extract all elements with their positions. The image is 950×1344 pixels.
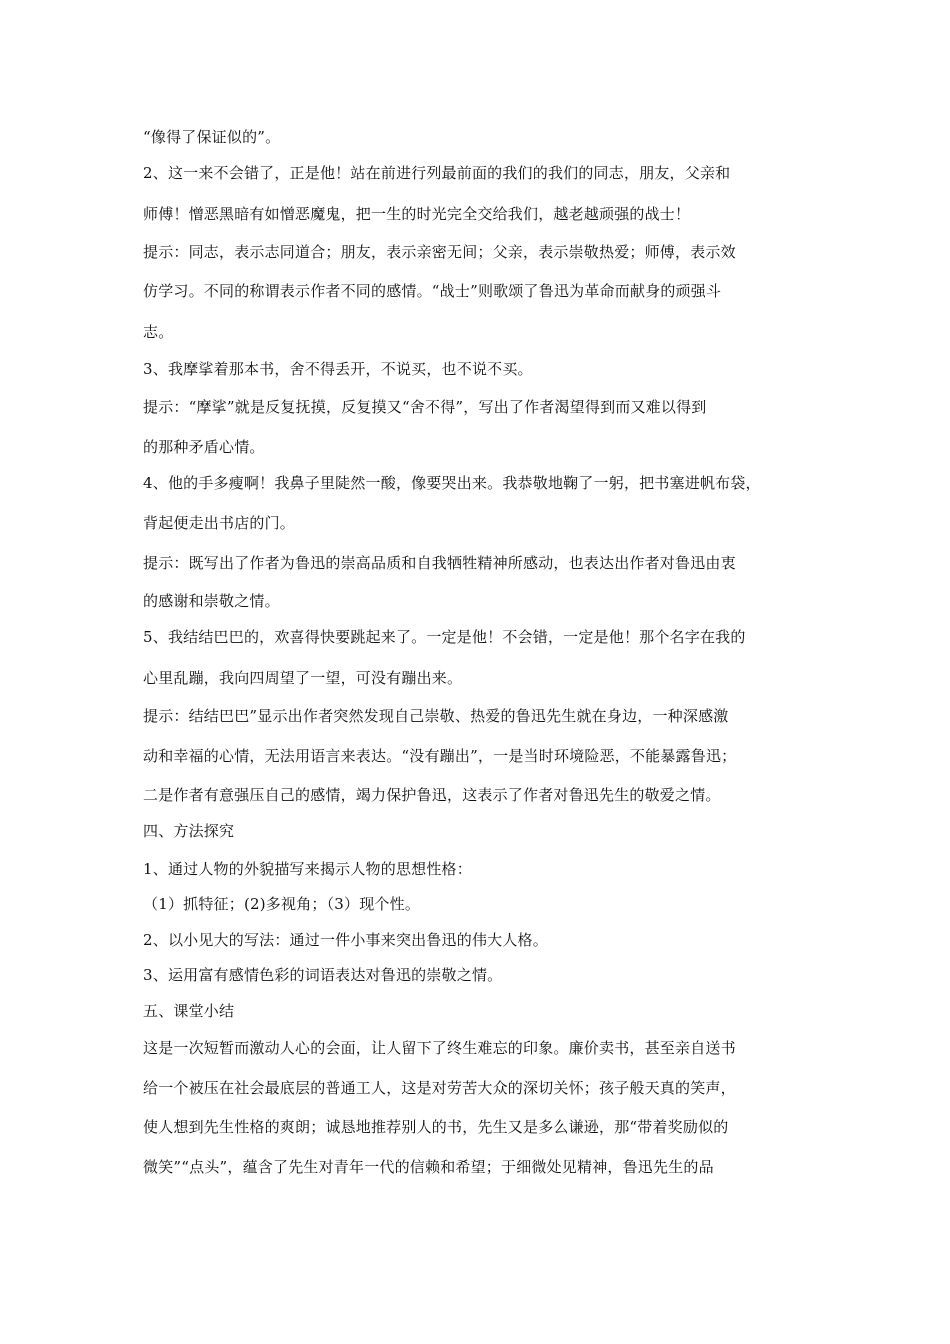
text-line: 1、通过人物的外貌描写来揭示人物的思想性格： xyxy=(143,860,472,878)
text-line: 3、运用富有感情色彩的词语表达对鲁迅的崇敬之情。 xyxy=(143,966,503,984)
text-line: 这是一次短暂而激动人心的会面，让人留下了终生难忘的印象。廉价卖书，甚至亲自送书 xyxy=(143,1039,736,1057)
text-line: 提示：同志，表示志同道合；朋友，表示亲密无间；父亲，表示崇敬热爱；师傅，表示效 xyxy=(143,243,736,261)
section-heading: 四、方法探究 xyxy=(143,822,235,840)
text-line: 心里乱蹦，我向四周望了一望，可没有蹦出来。 xyxy=(143,669,463,687)
text-line: 4、他的手多瘦啊！我鼻子里陡然一酸，像要哭出来。我恭敬地鞠了一躬，把书塞进帆布袋， xyxy=(143,474,761,492)
text-line: 提示：既写出了作者为鲁迅的崇高品质和自我牺牲精神所感动，也表达出作者对鲁迅由衷 xyxy=(143,554,736,572)
section-heading: 五、课堂小结 xyxy=(143,1002,235,1020)
text-line: 微笑”“点头”，蕴含了先生对青年一代的信赖和希望；于细微处见精神，鲁迅先生的品 xyxy=(143,1158,714,1176)
text-line: 的感谢和崇敬之情。 xyxy=(143,592,280,610)
text-line: 给一个被压在社会最底层的普通工人，这是对劳苦大众的深切关怀；孩子般天真的笑声， xyxy=(143,1079,736,1097)
text-line: 师傅！憎恶黑暗有如憎恶魔鬼，把一生的时光完全交给我们，越老越顽强的战士！ xyxy=(143,205,691,223)
text-line: 动和幸福的心情，无法用语言来表达。“没有蹦出”，一是当时环境险恶，不能暴露鲁迅； xyxy=(143,747,737,765)
text-line: （1）抓特征；(2)多视角；（3）现个性。 xyxy=(143,895,421,913)
text-line: 背起便走出书店的门。 xyxy=(143,514,296,532)
text-line: 2、以小见大的写法：通过一件小事来突出鲁迅的伟大人格。 xyxy=(143,931,548,949)
text-line: 使人想到先生性格的爽朗；诚恳地推荐别人的书，先生又是多么谦逊，那“带着奖励似的 xyxy=(143,1118,729,1136)
text-line: 仿学习。不同的称谓表示作者不同的感情。“战士”则歌颂了鲁迅为革命而献身的顽强斗 xyxy=(143,282,722,300)
text-line: 提示：“摩挲”就是反复抚摸，反复摸又“舍不得”，写出了作者渴望得到而又难以得到 xyxy=(143,398,707,416)
text-line: “像得了保证似的”。 xyxy=(143,128,281,146)
text-line: 志。 xyxy=(143,323,174,341)
text-line: 二是作者有意强压自己的感情，竭力保护鲁迅，这表示了作者对鲁迅先生的敬爱之情。 xyxy=(143,786,721,804)
text-line: 的那种矛盾心情。 xyxy=(143,438,265,456)
text-line: 提示：结结巴巴”显示出作者突然发现自己崇敬、热爱的鲁迅先生就在身边，一种深感激 xyxy=(143,707,729,725)
text-line: 2、这一来不会错了，正是他！站在前进行列最前面的我们的我们的同志，朋友，父亲和 xyxy=(143,164,731,182)
text-line: 3、我摩挲着那本书，舍不得丢开，不说买，也不说不买。 xyxy=(143,360,533,378)
text-line: 5、我结结巴巴的，欢喜得快要跳起来了。一定是他！不会错，一定是他！那个名字在我的 xyxy=(143,628,746,646)
